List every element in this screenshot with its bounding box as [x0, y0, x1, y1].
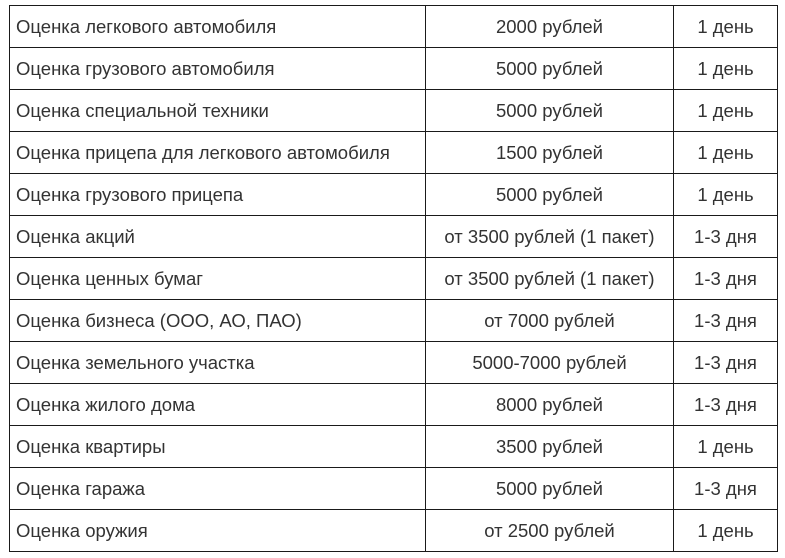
price-cell: 5000 рублей: [426, 48, 674, 90]
service-cell: Оценка квартиры: [10, 426, 426, 468]
service-cell: Оценка гаража: [10, 468, 426, 510]
price-cell: 5000 рублей: [426, 174, 674, 216]
table-row: [10, 342, 778, 384]
service-cell: Оценка прицепа для легкового автомобиля: [10, 132, 426, 174]
table-row: [10, 384, 778, 426]
table-row: [10, 426, 778, 468]
table-row: [10, 90, 778, 132]
price-cell: от 2500 рублей: [426, 510, 674, 552]
service-cell: Оценка бизнеса (ООО, АО, ПАО): [10, 300, 426, 342]
price-cell: от 7000 рублей: [426, 300, 674, 342]
price-cell: 2000 рублей: [426, 6, 674, 48]
term-cell: 1-3 дня: [674, 216, 778, 258]
table-row: [10, 510, 778, 552]
price-cell: от 3500 рублей (1 пакет): [426, 258, 674, 300]
term-cell: 1 день: [674, 174, 778, 216]
price-cell: 8000 рублей: [426, 384, 674, 426]
table-row: [10, 258, 778, 300]
service-cell: Оценка грузового автомобиля: [10, 48, 426, 90]
table-row: [10, 174, 778, 216]
price-cell: 5000 рублей: [426, 468, 674, 510]
service-cell: Оценка акций: [10, 216, 426, 258]
term-cell: 1-3 дня: [674, 258, 778, 300]
term-cell: 1-3 дня: [674, 342, 778, 384]
price-cell: 1500 рублей: [426, 132, 674, 174]
term-cell: 1-3 дня: [674, 300, 778, 342]
table-row: [10, 132, 778, 174]
term-cell: 1 день: [674, 90, 778, 132]
price-cell: 5000 рублей: [426, 90, 674, 132]
service-cell: Оценка легкового автомобиля: [10, 6, 426, 48]
service-cell: Оценка ценных бумаг: [10, 258, 426, 300]
price-cell: 3500 рублей: [426, 426, 674, 468]
term-cell: 1 день: [674, 132, 778, 174]
table-row: [10, 300, 778, 342]
term-cell: 1-3 дня: [674, 384, 778, 426]
term-cell: 1 день: [674, 6, 778, 48]
term-cell: 1 день: [674, 48, 778, 90]
service-cell: Оценка земельного участка: [10, 342, 426, 384]
term-cell: 1 день: [674, 510, 778, 552]
table-row: [10, 468, 778, 510]
price-cell: от 3500 рублей (1 пакет): [426, 216, 674, 258]
term-cell: 1-3 дня: [674, 468, 778, 510]
price-table: [9, 5, 778, 552]
service-cell: Оценка оружия: [10, 510, 426, 552]
table-row: [10, 48, 778, 90]
table-row: [10, 216, 778, 258]
price-cell: 5000-7000 рублей: [426, 342, 674, 384]
term-cell: 1 день: [674, 426, 778, 468]
price-table-body: [10, 6, 778, 552]
service-cell: Оценка жилого дома: [10, 384, 426, 426]
service-cell: Оценка специальной техники: [10, 90, 426, 132]
table-row: [10, 6, 778, 48]
service-cell: Оценка грузового прицепа: [10, 174, 426, 216]
